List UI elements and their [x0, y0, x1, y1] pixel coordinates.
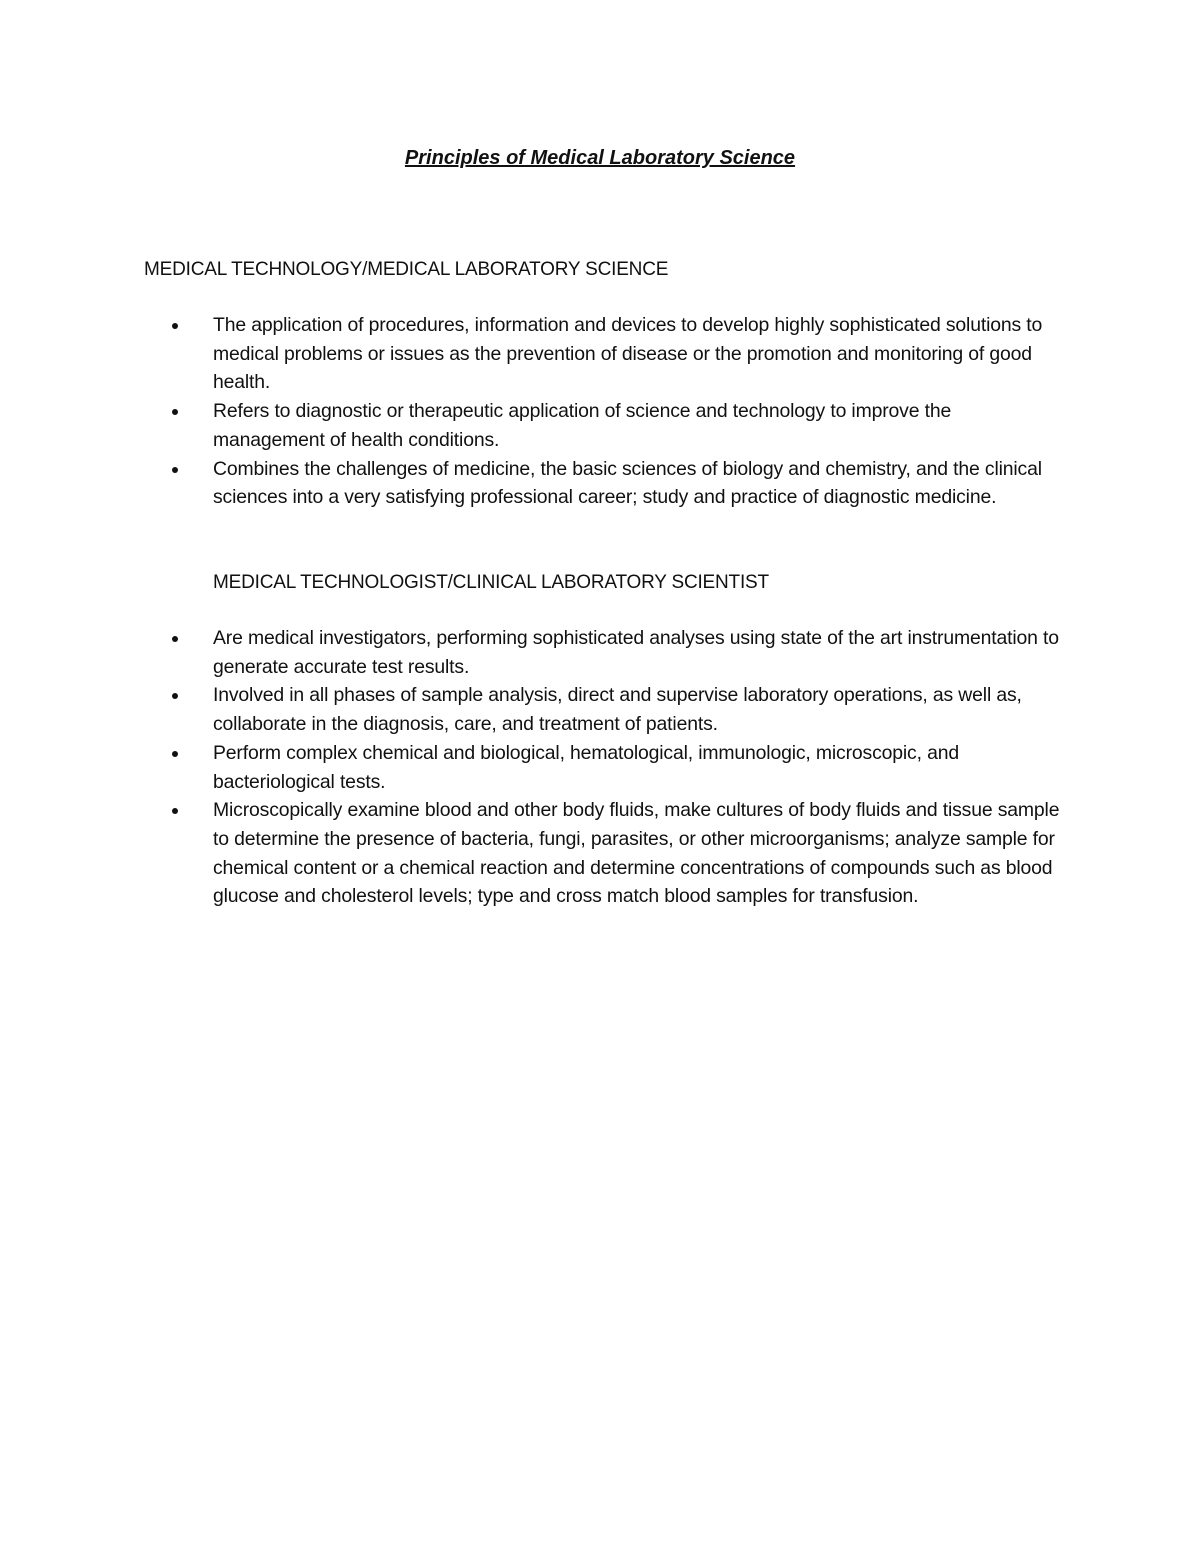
list-item-text: Are medical investigators, performing sophisticated analyses using state of the art instrumentation to generate accurate test results. — [213, 627, 1059, 678]
list-item — [0, 624, 1065, 681]
bullet-icon — [172, 409, 178, 415]
list-item-text: Involved in all phases of sample analysis, direct and supervise laboratory operations, as well as, collaborate in the diagnosis, care, and treatment of patients. — [213, 684, 1022, 736]
list-item-text: Perform complex chemical and biological, hematological, immunologic, microscopic, and bacteriological tests. — [213, 741, 959, 793]
bullet-icon — [172, 693, 178, 699]
section-heading-medical-technologist: MEDICAL TECHNOLOGIST/CLINICAL LABORATORY SCIENTIST — [213, 572, 769, 593]
bullet-list-medical-technology — [0, 311, 1200, 512]
page-title: Principles of Medical Laboratory Science — [404, 147, 796, 169]
bullet-icon — [172, 751, 178, 757]
list-item — [0, 739, 1065, 796]
list-item — [0, 796, 1065, 911]
list-item-text: Combines the challenges of medicine, the basic sciences of biology and chemistry, and the clinical sciences into a very satisfying professional career; study and practice of diagnostic medicine. — [213, 457, 1042, 509]
bullet-icon — [172, 808, 178, 814]
bullet-icon — [172, 467, 178, 473]
list-item — [0, 455, 1065, 512]
list-item-text: Microscopically examine blood and other body fluids, make cultures of body fluids and tissue sample to determine the presence of bacteria, fungi, parasites, or other microorganisms; analyze sample for chemical content or a chemical reaction and determine concentrations of compounds such as blood glucose and cholesterol levels; type and cross match blood samples for transfusion. — [213, 799, 1060, 908]
bullet-icon — [172, 323, 178, 329]
list-item-text: The application of procedures, information and devices to develop highly sophisticated solutions to medical problems or issues as the prevention of disease or the promotion and monitoring of good health. — [213, 314, 1043, 394]
list-item — [0, 311, 1065, 397]
bullet-icon — [172, 636, 178, 642]
list-item-text: Refers to diagnostic or therapeutic application of science and technology to improve the management of health conditions. — [213, 400, 952, 451]
bullet-list-medical-technologist — [0, 624, 1200, 911]
list-item — [0, 681, 1065, 738]
list-item — [0, 397, 1065, 454]
section-heading-medical-technology: MEDICAL TECHNOLOGY/MEDICAL LABORATORY SCIENCE — [144, 259, 669, 280]
